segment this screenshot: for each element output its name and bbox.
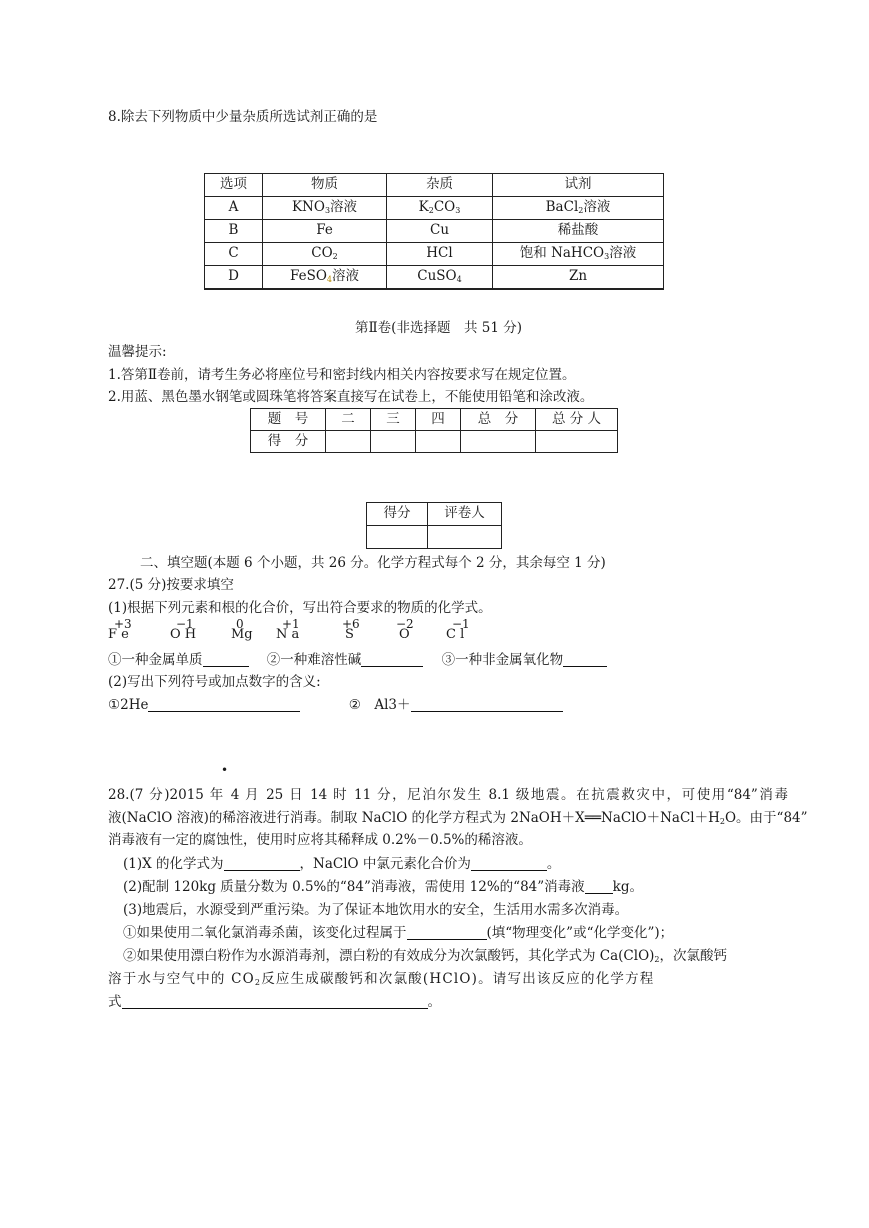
answer-blank[interactable] bbox=[585, 879, 613, 894]
answer-blank[interactable] bbox=[563, 652, 607, 667]
tip-1: 1.答第Ⅱ卷前，请考生务必将座位号和密封线内相关内容按要求写在规定位置。 bbox=[108, 367, 576, 383]
q28-sub6: 溶于水与空气中的 $CO_2$反应生成碳酸钙和次氯酸(HClO)。请写出该反应的化学方程 bbox=[108, 971, 655, 987]
q28-sub3: (3)地震后，水源受到严重污染。为了保证本地饮用水的安全，生活用水需多次消毒。 bbox=[123, 902, 629, 918]
q28-sub2: (2)配制 120kg 质量分数为 0.5%的“84”消毒液，需使用 12%的“84”消毒液 kg。 bbox=[123, 879, 643, 895]
stray-dot: • bbox=[221, 763, 229, 777]
score-cell[interactable] bbox=[326, 431, 371, 453]
score-cell[interactable] bbox=[416, 431, 461, 453]
q8-table bbox=[204, 173, 664, 290]
answer-blank[interactable] bbox=[224, 856, 300, 871]
q27-title: 27.(5 分)按要求填空 bbox=[108, 577, 234, 593]
q28-sub1: (1)X 的化学式为 ，NaClO 中氯元素化合价为 。 bbox=[123, 856, 561, 872]
q8-header-option: 选项 bbox=[205, 174, 263, 197]
score-cell[interactable] bbox=[536, 431, 618, 453]
q27-blanks-row: ①一种金属单质 ②一种难溶性碱 ③一种非金属氧化物 bbox=[108, 652, 607, 670]
q27-meaning-row: ①2He ② Al3＋ bbox=[108, 697, 563, 715]
grader-score-cell[interactable] bbox=[367, 526, 428, 549]
answer-blank[interactable] bbox=[361, 652, 423, 667]
score-table: 题 号 二 三 四 总 分 总 分 人 得 分 bbox=[250, 408, 618, 453]
answer-blank[interactable] bbox=[471, 856, 547, 871]
answer-blank[interactable] bbox=[148, 697, 300, 712]
q28-sub7: 式 。 bbox=[108, 994, 441, 1010]
q27-part1: (1)根据下列元素和根的化合价，写出符合要求的物质的化学式。 bbox=[108, 600, 492, 616]
grader-table: 得分 评卷人 bbox=[366, 502, 502, 549]
q27-part2: (2)写出下列符号或加点数字的含义: bbox=[108, 674, 321, 690]
q28-sub4: ①如果使用二氧化氯消毒杀菌，该变化过程属于 (填“物理变化”或“化学变化”)； bbox=[123, 925, 674, 941]
tip-title: 温馨提示: bbox=[108, 344, 167, 360]
q28-line3: 消毒液有一定的腐蚀性，使用时应将其稀释成 0.2%－0.5%的稀溶液。 bbox=[108, 832, 532, 848]
score-cell[interactable] bbox=[371, 431, 416, 453]
q28-line2: 液(NaClO 溶液)的稀溶液进行消毒。制取 NaClO 的化学方程式为 $2NaOH+X══NaClO+NaCl+H_2O$。由于“84” bbox=[108, 810, 808, 826]
tip-2: 2.用蓝、黑色墨水钢笔或圆珠笔将答案直接写在试卷上，不能使用铅笔和涂改液。 bbox=[108, 389, 594, 405]
answer-blank[interactable] bbox=[122, 994, 428, 1009]
score-cell[interactable] bbox=[461, 431, 536, 453]
q28-sub5: ②如果使用漂白粉作为水源消毒剂，漂白粉的有效成分为次氯酸钙，其化学式为 $Ca(ClO)_2$，次氯酸钙 bbox=[123, 948, 728, 964]
part2-heading: 第Ⅱ卷(非选择题 共 51 分) bbox=[355, 320, 522, 336]
table-row: B Fe Cu 稀盐酸 bbox=[205, 220, 664, 243]
q8-header-reagent: 试剂 bbox=[493, 174, 664, 197]
q28-line1: 28.(7 分)2015 年 4 月 25 日 14 时 11 分，尼泊尔发生 8.1 级地震。在抗震救灾中，可使用“84”消毒 bbox=[108, 787, 788, 803]
q8-title: 8.除去下列物质中少量杂质所选试剂正确的是 bbox=[108, 109, 378, 125]
grader-name-cell[interactable] bbox=[428, 526, 502, 549]
answer-blank[interactable] bbox=[407, 925, 487, 940]
table-row: D FeSO$_4$溶液 CuSO$_4$ Zn bbox=[205, 266, 664, 289]
answer-blank[interactable] bbox=[411, 697, 563, 712]
table-row: A $KNO_3$溶液 $K_2CO_3$ BaCl$_2$溶液 bbox=[205, 197, 664, 220]
q8-header-impurity: 杂质 bbox=[387, 174, 493, 197]
table-row: C $CO_2$ HCl 饱和 NaHCO$_3$溶液 bbox=[205, 243, 664, 266]
q8-header-substance: 物质 bbox=[263, 174, 387, 197]
section2-heading: 二、填空题(本题 6 个小题，共 26 分。化学方程式每个 2 分，其余每空 1 分) bbox=[140, 555, 606, 571]
answer-blank[interactable] bbox=[203, 652, 249, 667]
